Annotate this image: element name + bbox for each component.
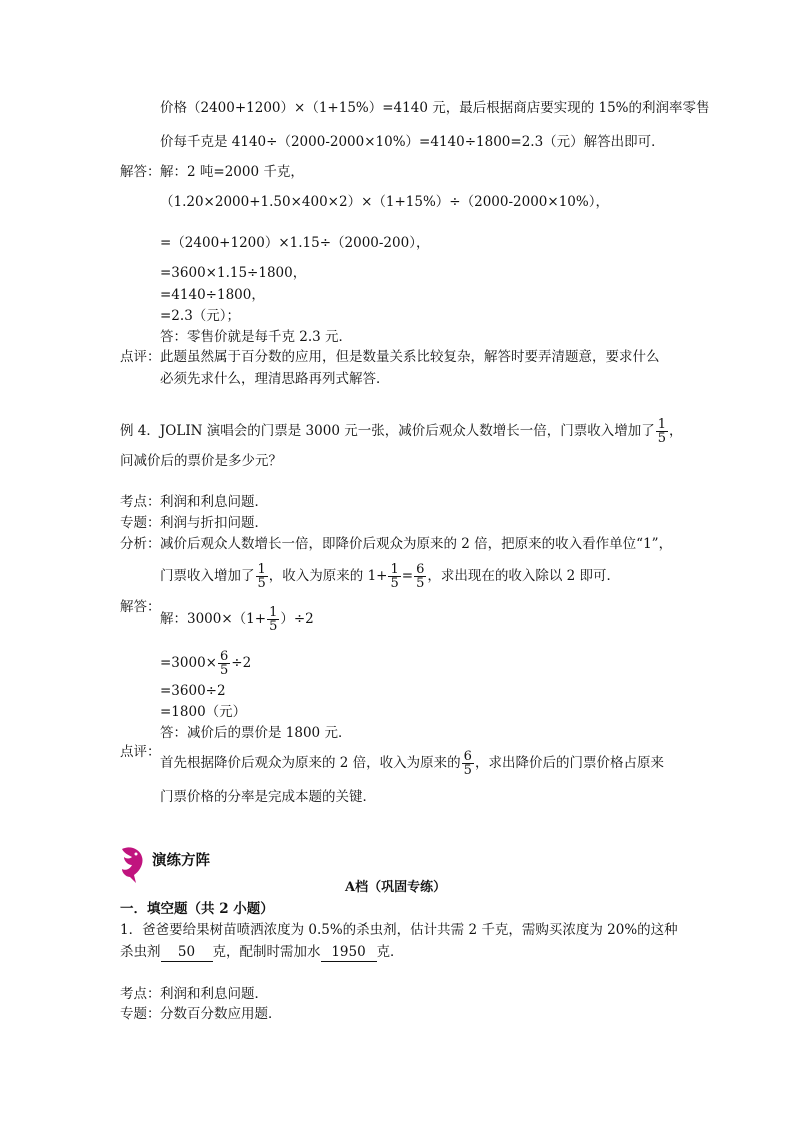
comment-line: 必须先求什么，理清思路再列式解答． — [160, 371, 390, 387]
kaodian-label: 考点： — [120, 986, 161, 1002]
section-title: 演练方阵 — [152, 852, 210, 869]
solution-line: =2.3（元）； — [160, 308, 241, 324]
answer-blank-2: 1950 — [321, 943, 377, 962]
answer-blank-1: 50 — [161, 943, 213, 962]
level-heading: A档（巩固专练） — [345, 880, 447, 895]
fraction-6-5: $\frac{6}{5}$ — [219, 649, 229, 678]
fenxi-label: 分析： — [120, 536, 161, 552]
comment-4-line-2: 门票价格的分率是完成本题的关键． — [160, 789, 376, 805]
zhuanti-label: 专题： — [120, 515, 161, 531]
example-4-question: 例 4．JOLIN 演唱会的门票是 3000 元一张，减价后观众人数增长一倍，门票收入增加了 $\frac{1}{5}$ ， — [120, 417, 683, 446]
solution-4-line-4: =1800（元） — [160, 704, 247, 720]
solution-line: =3600×1.15÷1800， — [160, 265, 307, 281]
comment-4-line-1: 首先根据降价后观众为原来的 2 倍，收入为原来的 $\frac{6}{5}$ ，求出降价后的门票价格占原来 — [160, 749, 664, 778]
fenxi-line-2: 门票收入增加了 $\frac{1}{5}$ ，收入为原来的 1+ $\frac{1}{5}$ = $\frac{6}{5}$ ，求出现在的收入除以 2 即可． — [160, 562, 621, 591]
comment-line: 此题虽然属于百分数的应用，但是数量关系比较复杂，解答时要弄清题意，要求什么 — [160, 349, 660, 365]
fraction-1-5: $\frac{1}{5}$ — [257, 562, 266, 591]
solution-answer: 答：零售价就是每千克 2.3 元． — [160, 329, 353, 345]
solution-line: 解：2 吨=2000 千克， — [160, 164, 304, 180]
solution-line: =（2400+1200）×1.15÷（2000-200）， — [160, 235, 430, 251]
question-1-line-1: 1．爸爸要给果树苗喷洒浓度为 0.5%的杀虫剂，估计共需 2 千克，需购买浓度为 20%的这种 — [120, 922, 678, 938]
example-4-question-2: 问减价后的票价是多少元？ — [120, 453, 282, 469]
fraction-6-5: $\frac{6}{5}$ — [463, 749, 472, 778]
solution-line: =4140÷1800， — [160, 287, 265, 303]
solution-4-answer: 答：减价后的票价是 1800 元． — [160, 725, 352, 741]
solution-line: （1.20×2000+1.50×400×2）×（1+15%）÷（2000-2000×10%）， — [160, 194, 609, 210]
zhuanti-label: 专题： — [120, 1006, 161, 1022]
kaodian-text: 利润和利息问题． — [160, 986, 268, 1002]
fraction-1-5: $\frac{1}{5}$ — [390, 562, 399, 591]
kaodian-label: 考点： — [120, 494, 161, 510]
solution-label: 解答： — [120, 599, 161, 615]
comment-label: 点评： — [120, 349, 161, 365]
fraction-6-5: $\frac{6}{5}$ — [416, 562, 425, 591]
kaodian-text: 利润和利息问题． — [160, 494, 268, 510]
fraction-1-5: $\frac{1}{5}$ — [269, 605, 278, 634]
question-1-line-2: 杀虫剂 50 克，配制时需加水 1950 克． — [120, 944, 404, 960]
zhuanti-text: 分数百分数应用题． — [160, 1006, 282, 1022]
solution-4-line-2: =3000× $\frac{6}{5}$ ÷2 — [160, 649, 252, 678]
fenxi-line-1: 减价后观众人数增长一倍，即降价后观众为原来的 2 倍，把原来的收入看作单位“1”， — [160, 536, 673, 552]
fraction-1-5: $\frac{1}{5}$ — [657, 417, 666, 446]
analysis-line-1: 价格（2400+1200）×（1+15%）=4140 元，最后根据商店要实现的 15%的利润率零售 — [160, 100, 710, 116]
solution-4-line-1: 解：3000×（1+ $\frac{1}{5}$ ）÷2 — [160, 605, 314, 634]
solution-4-line-3: =3600÷2 — [160, 683, 226, 699]
part-heading: 一．填空题（共 2 小题） — [120, 901, 274, 917]
dolphin-icon — [116, 843, 146, 885]
comment-label: 点评： — [120, 744, 161, 760]
analysis-line-2: 价每千克是 4140÷（2000-2000×10%）=4140÷1800=2.3（元）解答出即可． — [160, 134, 665, 150]
solution-label: 解答： — [120, 164, 161, 180]
zhuanti-text: 利润与折扣问题． — [160, 515, 268, 531]
